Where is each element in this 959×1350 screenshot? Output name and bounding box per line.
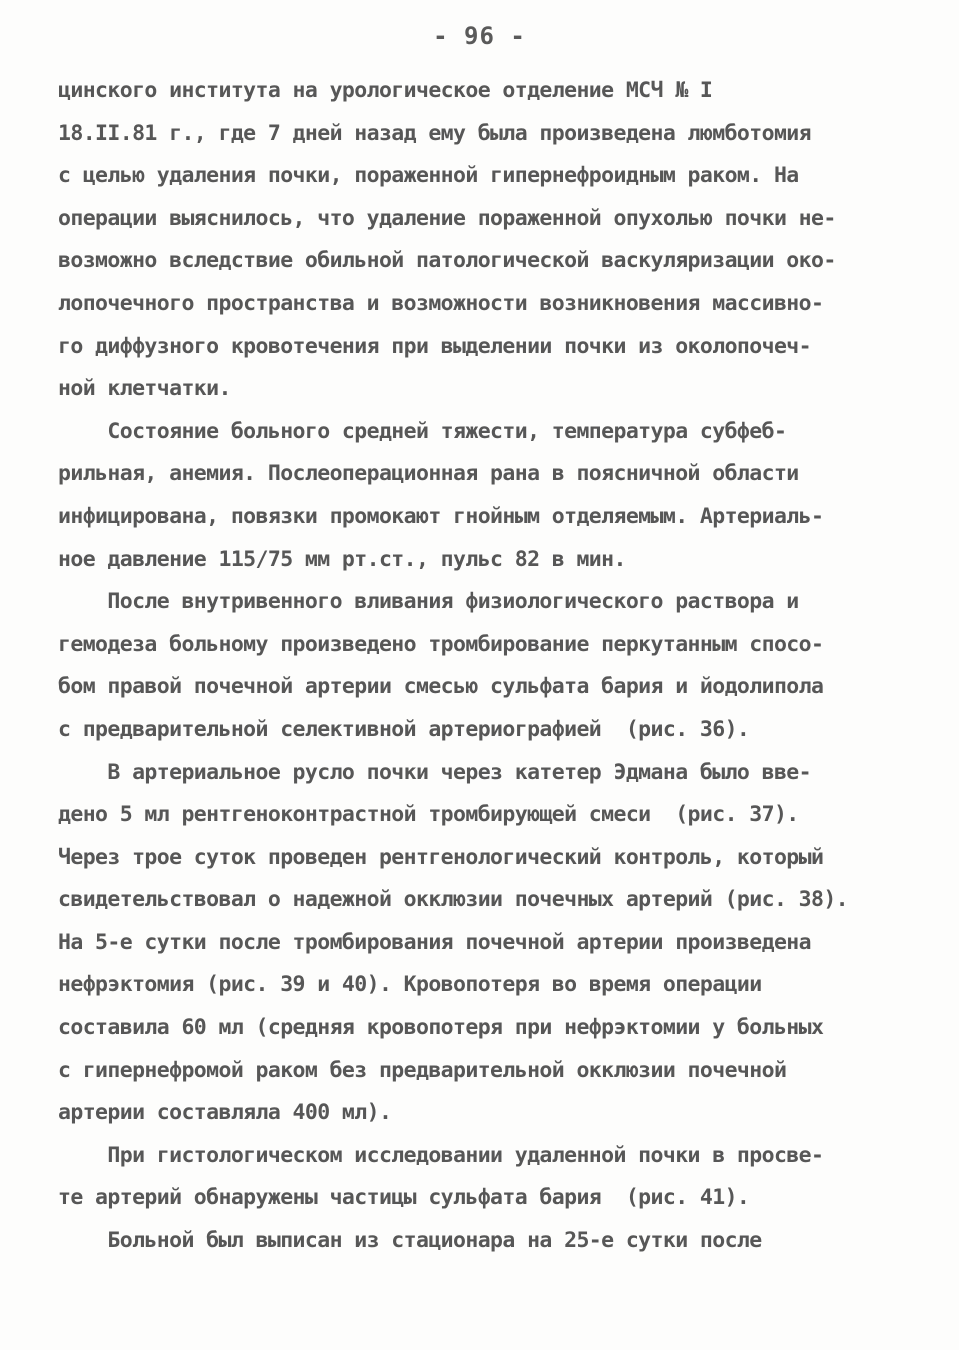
paragraph: [58, 1135, 898, 1220]
text-line: При гистологическом исследовании удаленной почки в просве-: [58, 1142, 824, 1168]
text-line: цинского института на урологическое отделение МСЧ № I: [58, 78, 713, 103]
text-line: дено 5 мл рентгеноконтрастной тромбирующей смеси (рис. 37).: [58, 802, 799, 828]
paragraph: [58, 752, 898, 1135]
text-line: лопочечного пространства и возможности возникновения массивно-: [58, 290, 824, 316]
text-line: инфицирована, повязки промокают гнойным отделяемым. Артериаль-: [58, 503, 824, 529]
text-line: свидетельствовал о надежной окклюзии почечных артерий (рис. 38).: [58, 887, 849, 913]
text-line: Состояние больного средней тяжести, температура субфеб-: [58, 418, 787, 444]
text-line: гемодеза больному произведено тромбирование перкутанным спосо-: [58, 631, 824, 657]
text-line: рильная, анемия. Послеоперационная рана в поясничной области: [58, 461, 799, 487]
text-line: го диффузного кровотечения при выделении почки из околопочеч-: [58, 333, 811, 359]
text-line: нефрэктомия (рис. 39 и 40). Кровопотеря во время операции: [58, 972, 762, 998]
text-line: 18.II.81 г., где 7 дней назад ему была произведена люмботомия: [58, 120, 811, 146]
text-line: возможно вследствие обильной патологической васкуляризации око-: [58, 248, 836, 274]
paragraph: [58, 70, 898, 411]
text-line: операции выяснилось, что удаление пораженной опухолью почки не-: [58, 205, 836, 231]
text-line: с гипернефромой раком без предварительной окклюзии почечной: [58, 1057, 787, 1083]
text-line: Больной был выписан из стационара на 25-е сутки после: [58, 1228, 762, 1254]
text-line: На 5-е сутки после тромбирования почечной артерии произведена: [58, 929, 811, 955]
text-line: артерии составляла 400 мл).: [58, 1100, 392, 1126]
text-line: ное давление 115/75 мм рт.ст., пульс 82 в мин.: [58, 546, 626, 572]
paragraph: [58, 581, 898, 751]
text-line: бом правой почечной артерии смесью сульфата бария и йодолипола: [58, 674, 824, 700]
text-line: Через трое суток проведен рентгенологический контроль, который: [58, 844, 824, 870]
text-line: После внутривенного вливания физиологического раствора и: [58, 589, 799, 615]
text-line: те артерий обнаружены частицы сульфата бария (рис. 41).: [58, 1185, 750, 1211]
text-line: с целью удаления почки, пораженной гипернефроидным раком. На: [58, 163, 799, 189]
text-line: составила 60 мл (средняя кровопотеря при нефрэктомии у больных: [58, 1015, 824, 1041]
page-number: - 96 -: [433, 22, 526, 50]
body-text: [58, 70, 898, 1263]
paragraph: [58, 411, 898, 581]
text-line: ной клетчатки.: [58, 376, 231, 402]
text-line: В артериальное русло почки через катетер Эдмана было вве-: [58, 759, 811, 785]
text-line: с предварительной селективной артериографией (рис. 36).: [58, 716, 750, 742]
paragraph: [58, 1220, 898, 1263]
